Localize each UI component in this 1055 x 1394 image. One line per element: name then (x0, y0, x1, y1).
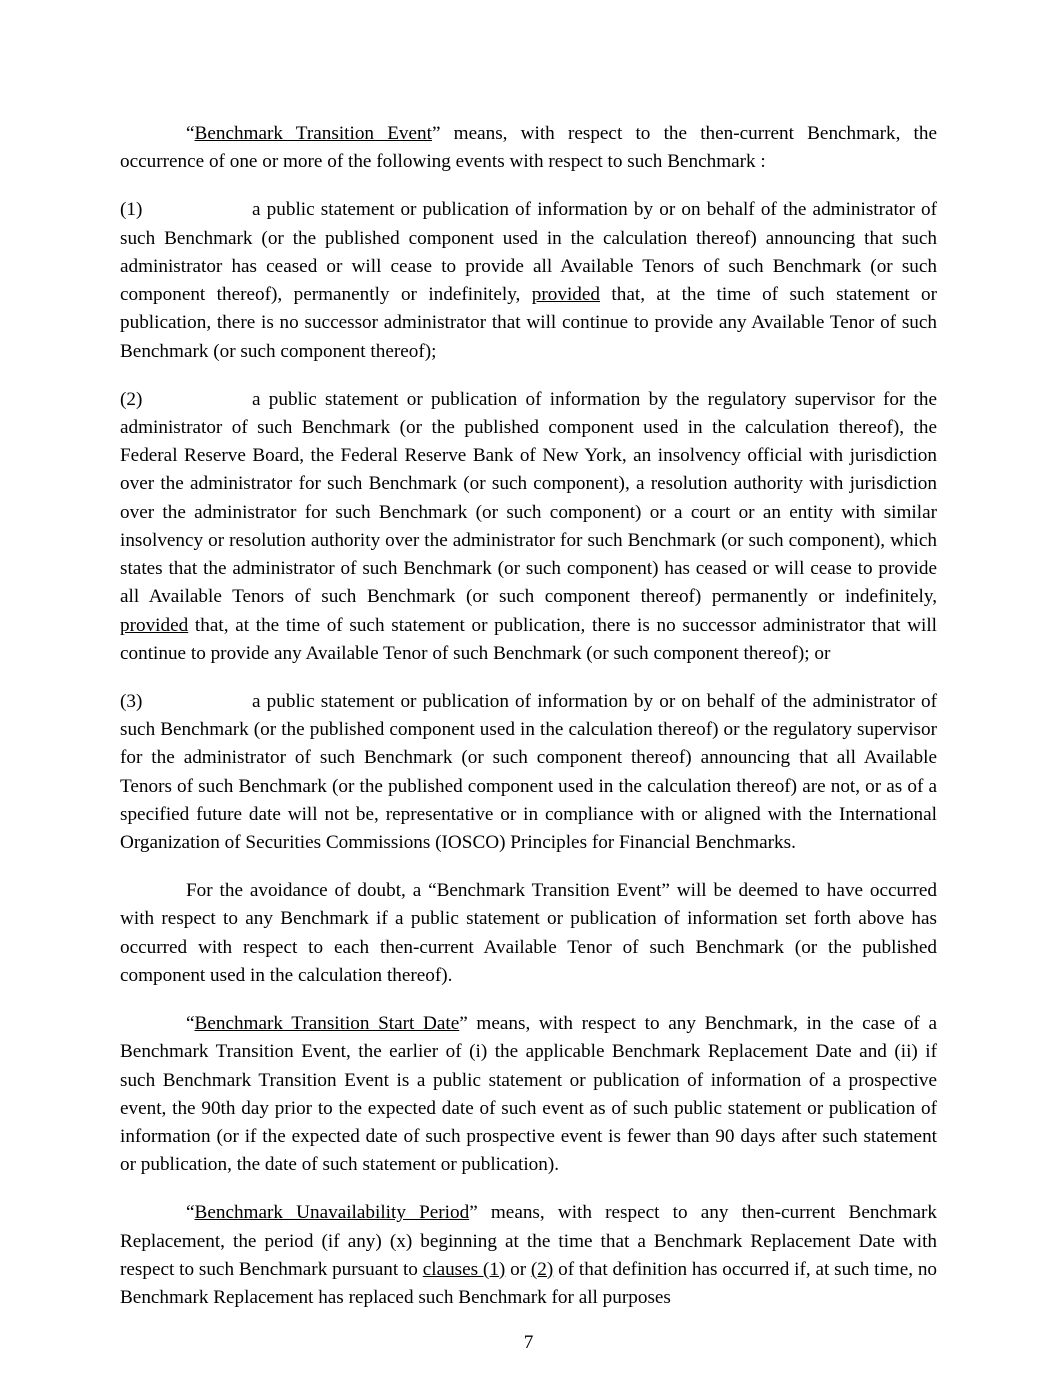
clause-number: (1) (120, 199, 143, 221)
text-run: a public statement or publication of information by or on behalf of the administrator of such Benchmark (or the published component used in the calculation thereof) announcing that such administrator has ceased or will cease to provide all Available Tenors of such Benchmark (or such component thereof), permanently or indefinitely, (120, 199, 937, 306)
paragraph (120, 1199, 937, 1312)
text-run: of that definition has occurred if, at such time, no Benchmark Replacement has replaced such Benchmark for all purposes (120, 1258, 938, 1309)
underlined-term: Benchmark Transition Start Date (194, 1013, 460, 1035)
paragraph (120, 196, 937, 365)
paragraph (120, 688, 937, 857)
paragraph (120, 386, 937, 668)
text-run: “ (186, 1013, 195, 1035)
underlined-term: (2) (530, 1258, 554, 1280)
text-run: “ (186, 1202, 195, 1224)
clause-number: (2) (120, 388, 143, 410)
underlined-term: Benchmark Transition Event (194, 123, 432, 144)
underlined-term: provided (531, 284, 600, 306)
underlined-term: provided (120, 614, 189, 636)
text-run: that, at the time of such statement or publication, there is no successor administrator that will continue to provide any Available Tenor of such Benchmark (or such component thereof); or (120, 614, 937, 664)
text-run: ” means, with respect to any then-current Benchmark Replacement, the period (if any) (x) beginning at the time that a Benchmark Replacement Date with respect to such Benchmark pursuant to (120, 1202, 937, 1280)
text-run: or (505, 1258, 531, 1280)
text-run: that, at the time of such statement or publication, there is no successor administrator that will continue to provide any Available Tenor of such Benchmark (or such component thereof); (120, 284, 937, 362)
paragraph (120, 1010, 937, 1179)
page-number: 7 (523, 1332, 534, 1354)
text-run: ” means, with respect to the then-current Benchmark, the occurrence of one or more of the following events with respect to such Benchmark : (120, 123, 938, 173)
text-run: a public statement or publication of information by or on behalf of the administrator of such Benchmark (or the published component used in the calculation thereof) or the regulatory supervisor for the administrator of such Benchmark (or such component thereof) announcing that all Available Tenors of such Benchmark (or the published component used in the calculation thereof) are not, or as of a specified future date will not be, representative or in compliance with or aligned with the International Organization of Securities Commissions (IOSCO) Principles for Financial Benchmarks. (120, 690, 937, 854)
underlined-term: Benchmark Unavailability Period (194, 1202, 470, 1224)
text-run: a public statement or publication of information by the regulatory supervisor for the administrator of such Benchmark (or the published component used in the calculation thereof), the Federal Reserve Board, the Federal Reserve Bank of New York, an insolvency official with jurisdiction over the administrator for such Benchmark (or such component), a resolution authority with jurisdiction over the administrator for such Benchmark (or such component) or a court or an entity with similar insolvency or resolution authority over the administrator for such Benchmark (or such component), which states that the administrator of such Benchmark (or such component) has ceased or will cease to provide all Available Tenors of such Benchmark (or such component thereof) permanently or indefinitely, (120, 388, 937, 608)
paragraph (120, 120, 937, 176)
underlined-term: clauses (1) (422, 1258, 506, 1280)
clause-number: (3) (120, 690, 143, 712)
text-run: For the avoidance of doubt, a “Benchmark Transition Event” will be deemed to have occurred with respect to any Benchmark if a public statement or publication of information set forth above has occurred with respect to each then-current Available Tenor of such Benchmark (or the published component used in the calculation thereof). (120, 880, 937, 986)
text-run: ” means, with respect to any Benchmark, in the case of a Benchmark Transition Event, the earlier of (i) the applicable Benchmark Replacement Date and (ii) if such Benchmark Transition Event is a public statement or publication of information of a prospective event, the 90th day prior to the expected date of such event as of such public statement or publication of information (or if the expected date of such prospective event is fewer than 90 days after such statement or publication, the date of such statement or publication). (120, 1013, 937, 1176)
document-body (120, 120, 937, 1312)
paragraph (120, 877, 937, 990)
text-run: “ (186, 123, 195, 144)
